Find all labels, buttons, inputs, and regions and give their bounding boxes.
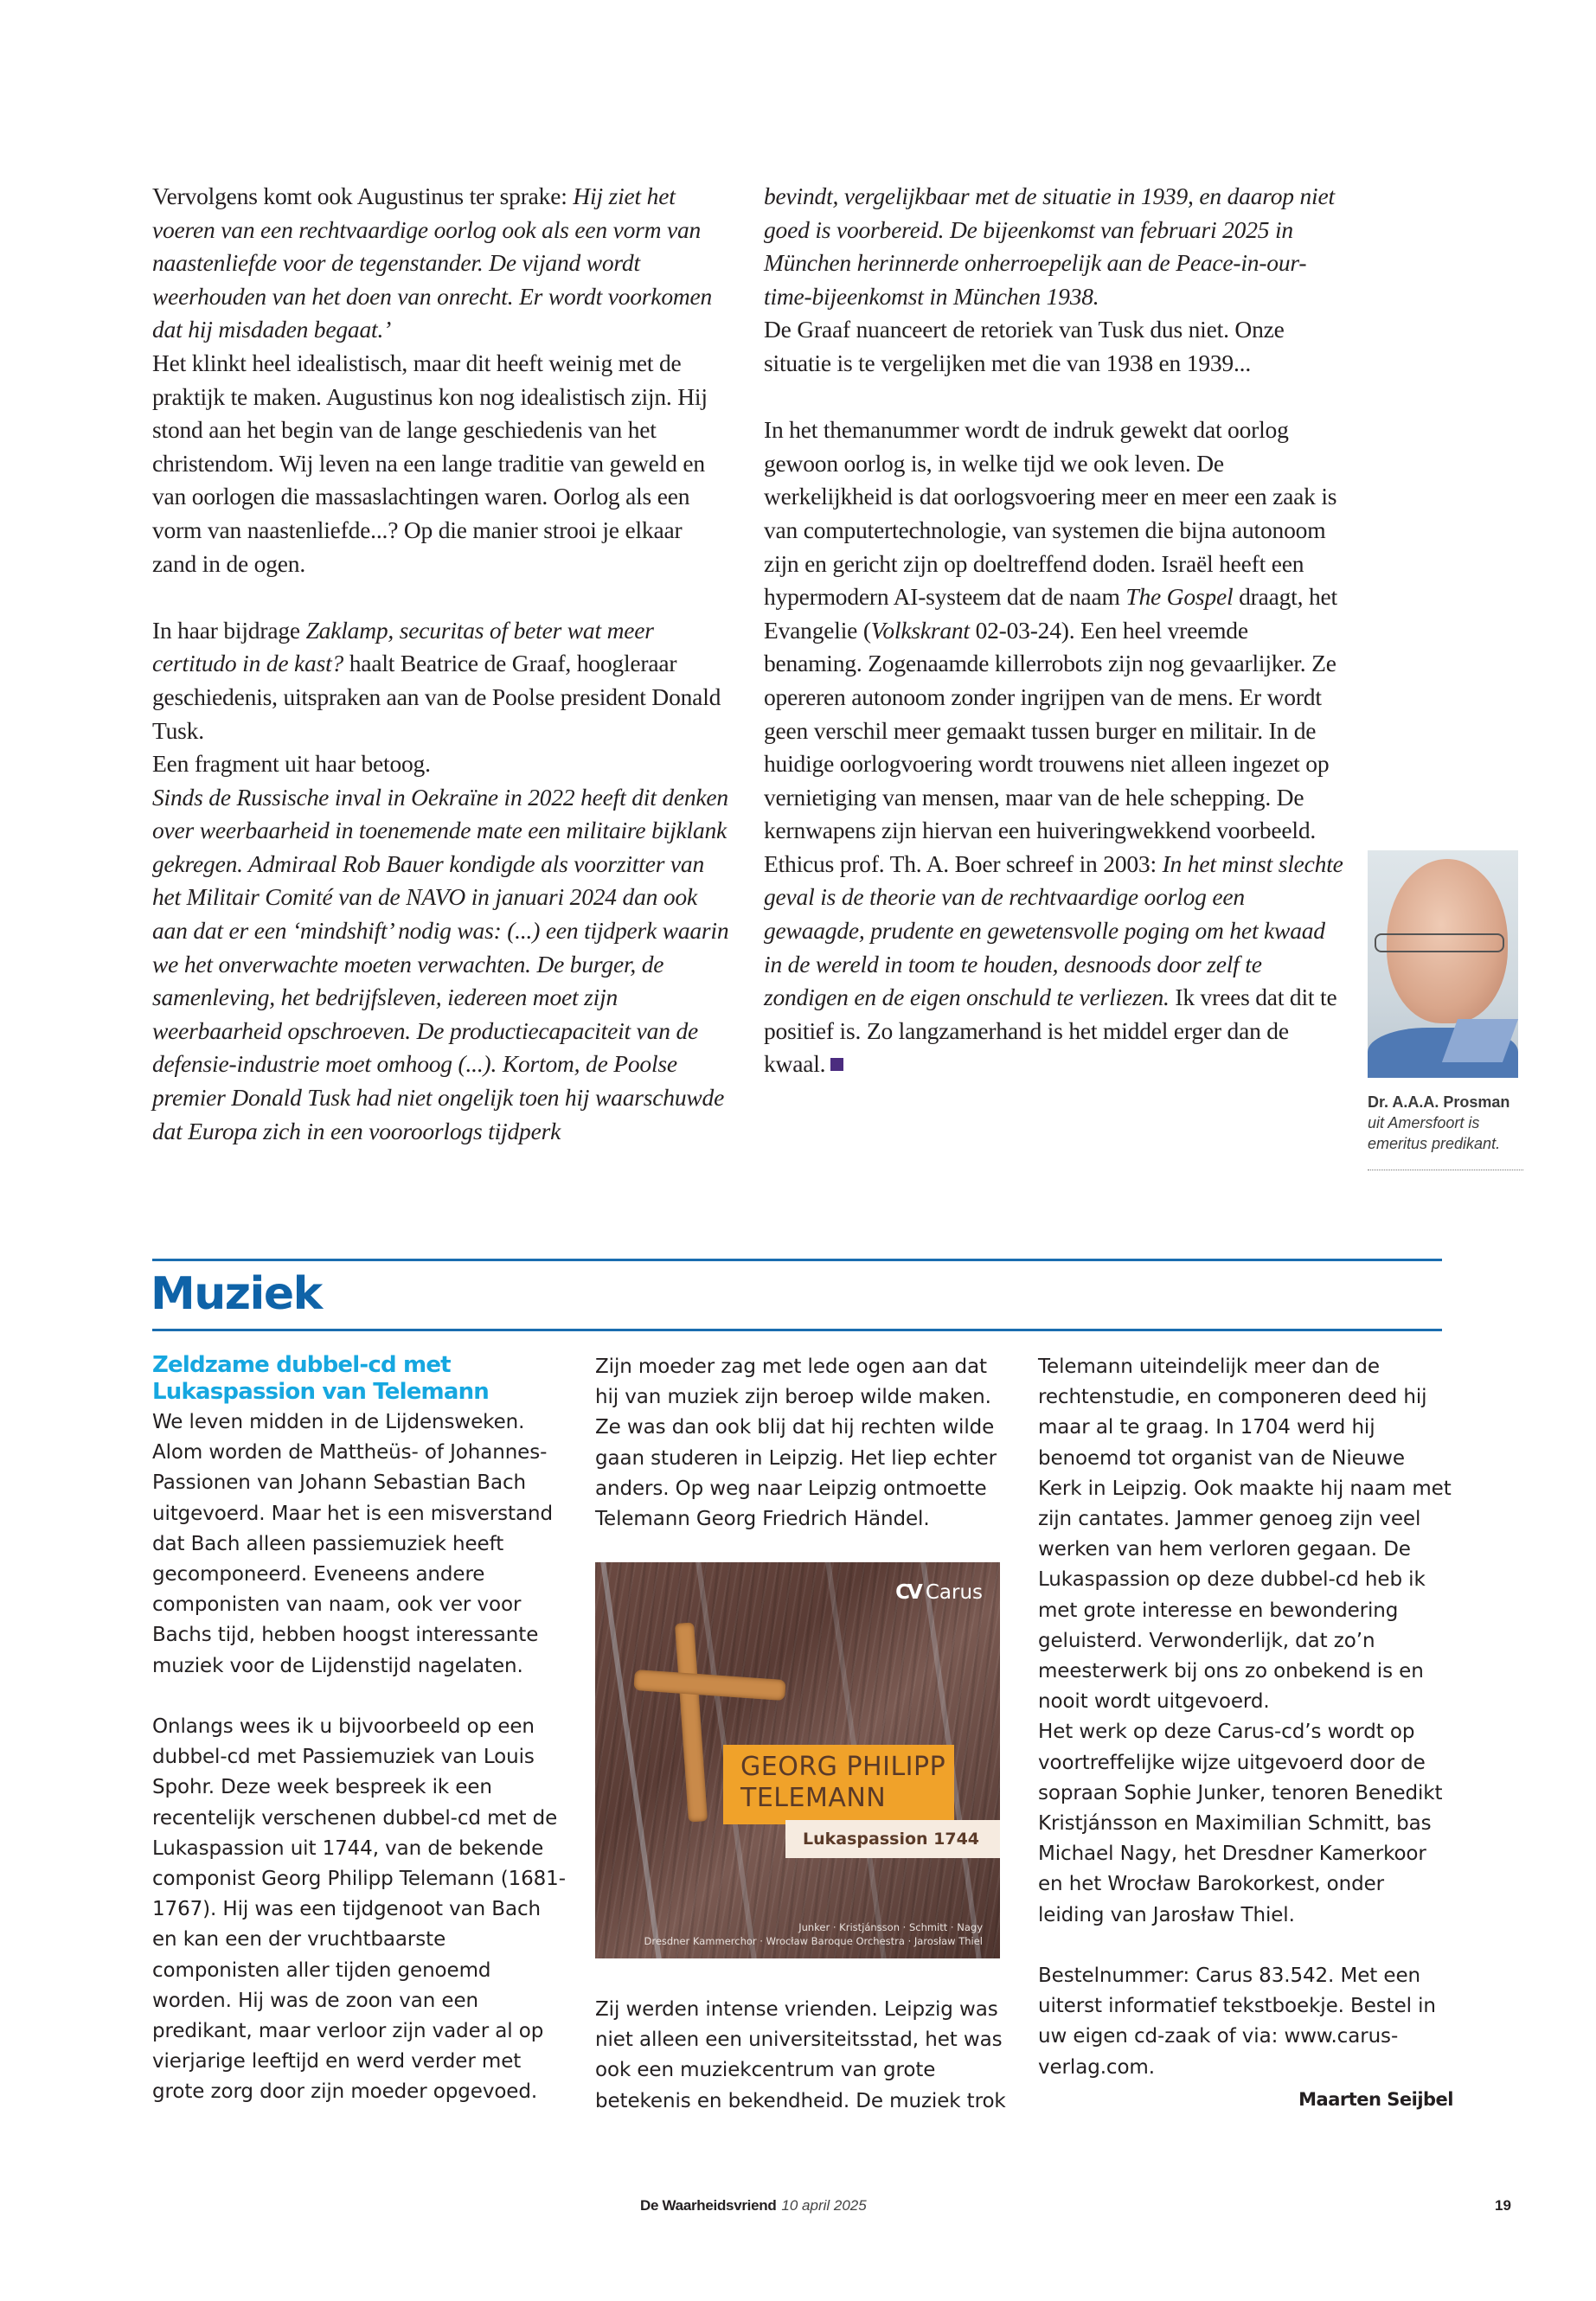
text-run: De Graaf nuanceert de retoriek van Tusk dus niet. Onze situatie is te vergelijken met die van 1938 en 1939... [764,316,1285,376]
music-paragraph: Het werk op deze Carus-cd’s wordt op voortreffelijke wijze uitgevoerd door de sopraan Sophie Junker, tenoren Benedikt Kristjánsson en Maximilian Schmitt, bas Michael Nagy, het Dresdner Kamerkoor en het Wrocław Barokorkest, onder leiding van Jarosław Thiel. [1038,1721,1443,1926]
article-paragraph [152,614,732,747]
cross-icon-bar [633,1670,785,1701]
italic-text: In het minst slechte geval is de theorie van de rechtvaardige oorlog een gewaagde, prudente en gewetensvolle poging om het kwaad in de wereld in toom te houden, desnoods door zelf te zondigen en de eigen onschuld te verliezen. [764,849,1343,1011]
music-paragraph: We leven midden in de Lijdensweken. Alom worden de Mattheüs- of Johannes-Passionen van Johann Sebastian Bach uitgevoerd. Maar het is een misverstand dat Bach alleen passiemuziek heeft gecomponeerd. Eveneens andere componisten van naam, ook ver voor Bachs tijd, hebben hoogst interessante muziek voor de Lijdenstijd nagelaten. [152,1411,553,1677]
article-title: Zeldzame dubbel-cd met Lukaspassion van Telemann [152,1352,490,1405]
cd-credits-line: Junker · Kristjánsson · Schmitt · Nagy [798,1921,983,1933]
author-caption [1368,1092,1523,1154]
end-of-article-icon [830,1058,843,1071]
article-paragraph [152,347,732,580]
music-paragraph: Zijn moeder zag met lede ogen aan dat hij van muziek zijn beroep wilde maken. Ze was dan ook blij dat hij rechten wilde gaan studeren in Leipzig. Het liep echter anders. Op weg naar Leipzig ontmoette Telemann Georg Friedrich Händel. [595,1356,997,1531]
paragraph-gap [152,1682,567,1712]
italic-text: Zaklamp, securitas of beter wat meer certitudo in de kast? [152,616,654,677]
cd-credits-line: Dresdner Kammerchor · Wrocław Baroque Orchestra · Jarosław Thiel [644,1935,983,1947]
music-paragraph: Zij werden intense vrienden. Leipzig was niet alleen een universiteitsstad, het was ook een muziekcentrum van grote betekenis en bekendheid. De muziek trok [595,1998,1006,2112]
italic-text: Sinds de Russische inval in Oekraïne in 2022 heeft dit denken over weerbaarheid in toenemende mate een militaire bijklank gekregen. Admiraal Rob Bauer kondigde als voorzitter van het Militair Comité van de NAVO in januari 2024 dan ook aan dat er een ‘mindshift’ nodig was: (...) een tijdperk waarin we het onverwachte moeten verwachten. De burger, de samenleving, het bedrijfsleven, iedereen moet zijn weerbaarheid opschroeven. De productiecapaciteit van de defensie-industrie moet omhoog (...). Kortom, de Poolse premier Donald Tusk had niet ongelijk toen hij waarschuwde dat Europa zich in een vooroorlogs tijdperk [152,783,729,1144]
article-column-2 [764,180,1343,1081]
music-paragraph: Telemann uiteindelijk meer dan de rechtenstudie, en componeren deed hij maar al te graag. In 1704 werd hij benoemd tot organist van de Nieuwe Kerk in Leipzig. Ook maakte hij naam met zijn cantates. Jammer genoeg zijn veel werken van hem verloren gegaan. De Lukaspassion op deze dubbel-cd heb ik met grote interesse en bewondering geluisterd. Verwonderlijk, dat zo’n meesterwerk bij ons zo onbekend is en nooit wordt uitgevoerd. [1038,1356,1452,1714]
wood-grain [599,1562,666,1958]
footer-publication [640,2197,867,2214]
cd-cover-image [595,1562,1000,1958]
italic-text: Hij ziet het voeren van een rechtvaardige oorlog ook als een vorm van naastenliefde voor de tegenstander. De vijand wordt weerhouden van het doen van onrecht. Er wordt voorkomen dat hij misdaden begaat.’ [152,183,713,343]
article-paragraph [152,747,732,781]
italic-text: Volkskrant [870,616,970,644]
publication-date: 10 april 2025 [781,2197,867,2214]
section-rule-bottom [152,1329,1442,1331]
music-paragraph: Onlangs wees ik u bijvoorbeeld op een dubbel-cd met Passiemuziek van Louis Spohr. Deze week bespreek ik een recentelijk verschenen dubbel-cd met de Lukaspassion uit 1744, van de bekende componist Georg Philipp Telemann (1681-1767). Hij was een tijdgenoot van Bach en kan een der vruchtbaarste componisten aller tijden genoemd worden. Hij was de zoon van een predikant, maar verloor zijn vader al op vierjarige leeftijd en werd verder met grote zorg door zijn moeder opgevoed. [152,1715,566,2104]
text-run: Het klinkt heel idealistisch, maar dit heeft weinig met de praktijk te maken. Augustinus kon nog idealistisch zijn. Hij stond aan het begin van de lange geschiedenis van het christendom. Wij leven na een lange traditie van geweld en van oorlogen die massaslachtingen waren. Oorlog als een vorm van naastenliefde...? Op die manier strooi je elkaar zand in de ogen. [152,349,708,577]
text-run: Vervolgens komt ook Augustinus ter sprake: [152,183,574,209]
music-paragraph: Bestelnummer: Carus 83.542. Met een uiterst informatief tekstboekje. Bestel in uw eigen cd-zaak of via: www.carus-verlag.com. [1038,1965,1436,2079]
text-run: Een fragment uit haar betoog. [152,750,431,778]
music-column-3 [1038,1352,1453,2115]
text-run: 02-03-24). Een heel vreemde benaming. Zogenaamde killerrobots zijn nog gevaarlijker. Ze opereren autonoom zonder ingrijpen van de mens. Er wordt geen verschil meer gemaakt tussen burger en militair. In de huidige oorlogvoering wordt trouwens niet alleen ingezet op vernietiging van mensen, maar van de hele schepping. De kernwapens zijn hiervan een huiveringwekkend voorbeeld. Ethicus prof. Th. A. Boer schreef in 2003: [764,616,1336,877]
author-name: Dr. A.A.A. Prosman [1368,1093,1510,1111]
author-role: uit Amersfoort is emeritus predikant. [1368,1114,1501,1152]
italic-text: The Gospel [1125,583,1234,611]
text-run: Ik vrees dat dit te positief is. Zo langzamerhand is het middel erger dan de kwaal. [764,984,1337,1078]
paragraph-gap [1038,1931,1453,1961]
byline: Maarten Seijbel [1298,2088,1453,2110]
article-paragraph [764,413,1343,1081]
section-title: Muziek [151,1268,322,1320]
paragraph-gap [764,381,1343,414]
text-run: In het themanummer wordt de indruk gewekt dat oorlog gewoon oorlog is, in welke tijd we ook leven. De werkelijkheid is dat oorlogsvoering meer en meer een zaak is van computertechnologie, van systemen die bijna autonoom zijn en gericht zijn op doeltreffend doden. Israël heeft een hypermodern AI-systeem dat de naam [764,416,1337,611]
cross-icon [675,1623,708,1823]
article-paragraph [152,781,732,1149]
section-rule-top [152,1259,1442,1261]
text-run: haalt Beatrice de Graaf, hoogleraar geschiedenis, uitspraken aan van de Poolse president Donald Tusk. [152,650,721,744]
article-paragraph [764,313,1343,380]
carus-logo [895,1581,983,1604]
text-run: draagt, het Evangelie ( [764,583,1337,644]
carus-logo-text: Carus [925,1581,983,1604]
paragraph-gap [152,580,732,614]
cd-composer-title: GEORG PHILIPP TELEMANN [723,1745,954,1824]
music-column-1 [152,1352,567,2108]
music-column-2 [595,1352,1010,1535]
text-run: In haar bijdrage [152,616,306,644]
italic-text: bevindt, vergelijkbaar met de situatie in 1939, en daarop niet goed is voorbereid. De bijeenkomst van februari 2025 in München herinnerde onherroepelijk aan de Peace-in-our-time-bijeenkomst in München 1938. [764,183,1335,310]
photo-glasses [1375,933,1504,952]
cd-credits [644,1920,983,1948]
carus-logo-mark: CV [895,1581,920,1604]
author-photo [1368,850,1518,1078]
page-number: 19 [1495,2197,1511,2214]
cd-work-title: Lukaspassion 1744 [785,1820,1000,1858]
article-paragraph [152,180,732,347]
article-column-1 [152,180,732,1148]
article-paragraph [764,180,1343,313]
music-column-2-bottom [595,1995,1010,2117]
publication-name: De Waarheidsvriend [640,2197,777,2214]
